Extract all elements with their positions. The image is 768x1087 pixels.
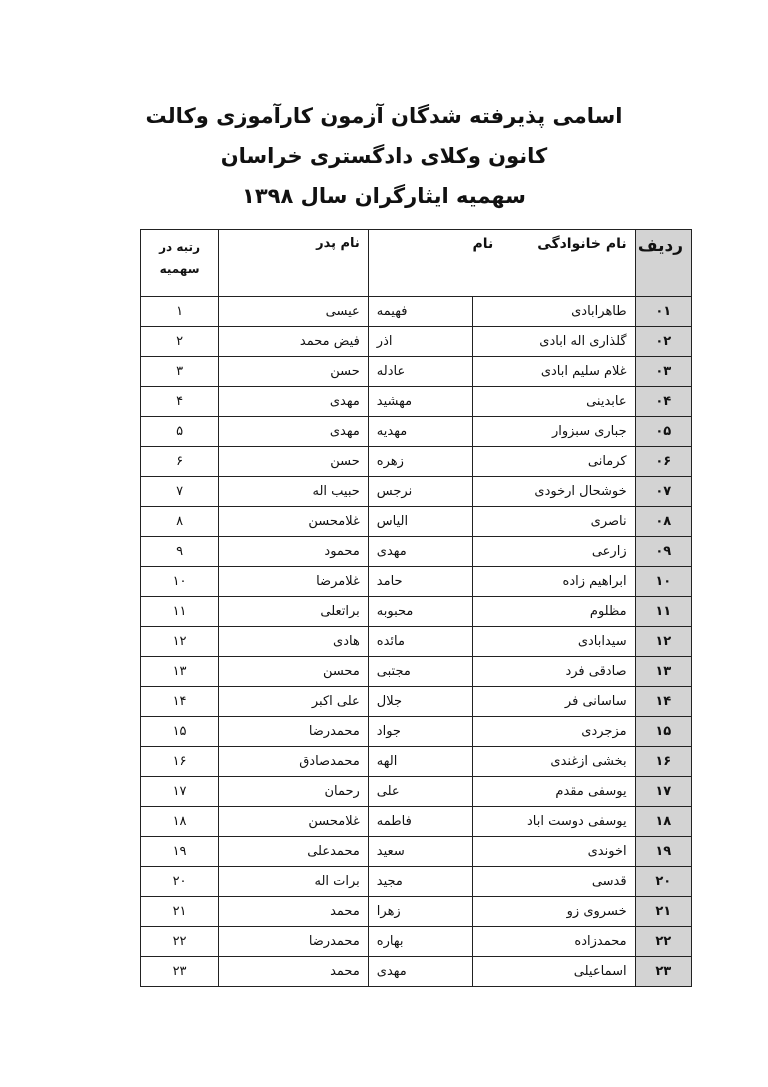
table-row [141, 327, 692, 357]
first-name-cell: الیاس [368, 507, 472, 537]
last-name-cell: قدسی [472, 867, 635, 897]
row-index: ۲۳ [635, 957, 691, 987]
row-index: ۱۶ [635, 747, 691, 777]
rank-cell: ۱۳ [141, 657, 219, 687]
title-line-3: سهمیه ایثارگران سال ۱۳۹۸ [242, 184, 526, 208]
last-name-cell: خسروی زو [472, 897, 635, 927]
father-name-cell: محمد [219, 897, 369, 927]
table-row [141, 807, 692, 837]
rank-cell: ۱ [141, 297, 219, 327]
last-name-cell: اخوندی [472, 837, 635, 867]
rank-cell: ۱۱ [141, 597, 219, 627]
first-name-cell: نرجس [368, 477, 472, 507]
row-index: ۱۴ [635, 687, 691, 717]
father-name-cell: غلامرضا [219, 567, 369, 597]
table-row [141, 297, 692, 327]
first-name-cell: مهدیه [368, 417, 472, 447]
first-name-cell: جواد [368, 717, 472, 747]
last-name-cell: صادقی فرد [472, 657, 635, 687]
title-line-2: کانون وکلای دادگستری خراسان [220, 144, 548, 168]
father-name-cell: علی اکبر [219, 687, 369, 717]
table-row [141, 567, 692, 597]
first-name-cell: سعید [368, 837, 472, 867]
table-row [141, 927, 692, 957]
last-name-cell: جباری سبزوار [472, 417, 635, 447]
last-name-cell: سیدابادی [472, 627, 635, 657]
table-row [141, 477, 692, 507]
table-body [141, 297, 692, 987]
row-index: ۰۹ [635, 537, 691, 567]
row-index: ۲۲ [635, 927, 691, 957]
father-name-cell: برات اله [219, 867, 369, 897]
row-index: ۲۰ [635, 867, 691, 897]
table-row [141, 627, 692, 657]
last-name-cell: گلذاری اله ابادی [472, 327, 635, 357]
first-name-cell: مائده [368, 627, 472, 657]
rank-cell: ۲۱ [141, 897, 219, 927]
table-row [141, 417, 692, 447]
header-first-name: نام [472, 236, 494, 252]
father-name-cell: غلامحسن [219, 507, 369, 537]
row-index: ۱۸ [635, 807, 691, 837]
father-name-cell: محمدرضا [219, 927, 369, 957]
header-index: ردیف [635, 230, 691, 297]
table-row [141, 537, 692, 567]
father-name-cell: رحمان [219, 777, 369, 807]
father-name-cell: هادی [219, 627, 369, 657]
row-index: ۱۳ [635, 657, 691, 687]
table-row [141, 747, 692, 777]
table-row [141, 447, 692, 477]
father-name-cell: براتعلی [219, 597, 369, 627]
first-name-cell: اذر [368, 327, 472, 357]
father-name-cell: غلامحسن [219, 807, 369, 837]
table-row [141, 837, 692, 867]
rank-cell: ۴ [141, 387, 219, 417]
accepted-candidates-table [140, 229, 692, 987]
document-title [0, 96, 768, 216]
header-name [368, 230, 635, 297]
table-row [141, 777, 692, 807]
first-name-cell: فاطمه [368, 807, 472, 837]
father-name-cell: حسن [219, 447, 369, 477]
last-name-cell: ناصری [472, 507, 635, 537]
father-name-cell: محسن [219, 657, 369, 687]
rank-cell: ۲۲ [141, 927, 219, 957]
rank-cell: ۲۳ [141, 957, 219, 987]
rank-cell: ۸ [141, 507, 219, 537]
table-row [141, 717, 692, 747]
last-name-cell: یوسفی مقدم [472, 777, 635, 807]
row-index: ۱۹ [635, 837, 691, 867]
first-name-cell: محبوبه [368, 597, 472, 627]
header-rank-line2: سهمیه [159, 262, 200, 276]
table-row [141, 387, 692, 417]
table-row [141, 687, 692, 717]
father-name-cell: محمود [219, 537, 369, 567]
row-index: ۰۳ [635, 357, 691, 387]
father-name-cell: مهدی [219, 387, 369, 417]
father-name-cell: عیسی [219, 297, 369, 327]
rank-cell: ۱۰ [141, 567, 219, 597]
first-name-cell: الهه [368, 747, 472, 777]
rank-cell: ۲۰ [141, 867, 219, 897]
title-line-1: اسامی پذیرفته شدگان آزمون کارآموزی وکالت [145, 104, 623, 128]
first-name-cell: علی [368, 777, 472, 807]
table-row [141, 507, 692, 537]
father-name-cell: حسن [219, 357, 369, 387]
first-name-cell: مهشید [368, 387, 472, 417]
last-name-cell: ساسانی فر [472, 687, 635, 717]
last-name-cell: مظلوم [472, 597, 635, 627]
table-row [141, 657, 692, 687]
rank-cell: ۱۶ [141, 747, 219, 777]
last-name-cell: کرمانی [472, 447, 635, 477]
last-name-cell: غلام سلیم ابادی [472, 357, 635, 387]
last-name-cell: زارعی [472, 537, 635, 567]
rank-cell: ۲ [141, 327, 219, 357]
rank-cell: ۱۷ [141, 777, 219, 807]
last-name-cell: محمدزاده [472, 927, 635, 957]
first-name-cell: مهدی [368, 957, 472, 987]
row-index: ۰۴ [635, 387, 691, 417]
row-index: ۱۰ [635, 567, 691, 597]
last-name-cell: ابراهیم زاده [472, 567, 635, 597]
first-name-cell: فهیمه [368, 297, 472, 327]
father-name-cell: محمدرضا [219, 717, 369, 747]
table-header-row [141, 230, 692, 297]
last-name-cell: عابدینی [472, 387, 635, 417]
row-index: ۰۶ [635, 447, 691, 477]
father-name-cell: محمد [219, 957, 369, 987]
first-name-cell: عادله [368, 357, 472, 387]
rank-cell: ۶ [141, 447, 219, 477]
father-name-cell: محمدصادق [219, 747, 369, 777]
header-rank [141, 230, 219, 297]
first-name-cell: مجید [368, 867, 472, 897]
row-index: ۰۸ [635, 507, 691, 537]
table-row [141, 897, 692, 927]
rank-cell: ۱۵ [141, 717, 219, 747]
father-name-cell: مهدی [219, 417, 369, 447]
first-name-cell: بهاره [368, 927, 472, 957]
first-name-cell: مجتبی [368, 657, 472, 687]
rank-cell: ۱۸ [141, 807, 219, 837]
first-name-cell: زهره [368, 447, 472, 477]
last-name-cell: اسماعیلی [472, 957, 635, 987]
table-row [141, 957, 692, 987]
first-name-cell: مهدی [368, 537, 472, 567]
rank-cell: ۱۹ [141, 837, 219, 867]
father-name-cell: حبیب اله [219, 477, 369, 507]
last-name-cell: بخشی ازغندی [472, 747, 635, 777]
rank-cell: ۷ [141, 477, 219, 507]
first-name-cell: جلال [368, 687, 472, 717]
last-name-cell: یوسفی دوست اباد [472, 807, 635, 837]
rank-cell: ۵ [141, 417, 219, 447]
row-index: ۱۷ [635, 777, 691, 807]
rank-cell: ۱۲ [141, 627, 219, 657]
header-rank-line1: رتبه در [159, 240, 200, 254]
row-index: ۱۲ [635, 627, 691, 657]
row-index: ۰۱ [635, 297, 691, 327]
last-name-cell: خوشحال ارخودی [472, 477, 635, 507]
row-index: ۲۱ [635, 897, 691, 927]
table-row [141, 357, 692, 387]
header-last-name: نام خانوادگی [537, 236, 627, 252]
last-name-cell: طاهرابادی [472, 297, 635, 327]
row-index: ۰۷ [635, 477, 691, 507]
table-row [141, 867, 692, 897]
first-name-cell: زهرا [368, 897, 472, 927]
father-name-cell: محمدعلی [219, 837, 369, 867]
rank-cell: ۱۴ [141, 687, 219, 717]
header-father-name: نام پدر [219, 230, 369, 297]
table-row [141, 597, 692, 627]
last-name-cell: مزجردی [472, 717, 635, 747]
row-index: ۰۲ [635, 327, 691, 357]
first-name-cell: حامد [368, 567, 472, 597]
father-name-cell: فیض محمد [219, 327, 369, 357]
row-index: ۰۵ [635, 417, 691, 447]
rank-cell: ۳ [141, 357, 219, 387]
row-index: ۱۵ [635, 717, 691, 747]
rank-cell: ۹ [141, 537, 219, 567]
row-index: ۱۱ [635, 597, 691, 627]
